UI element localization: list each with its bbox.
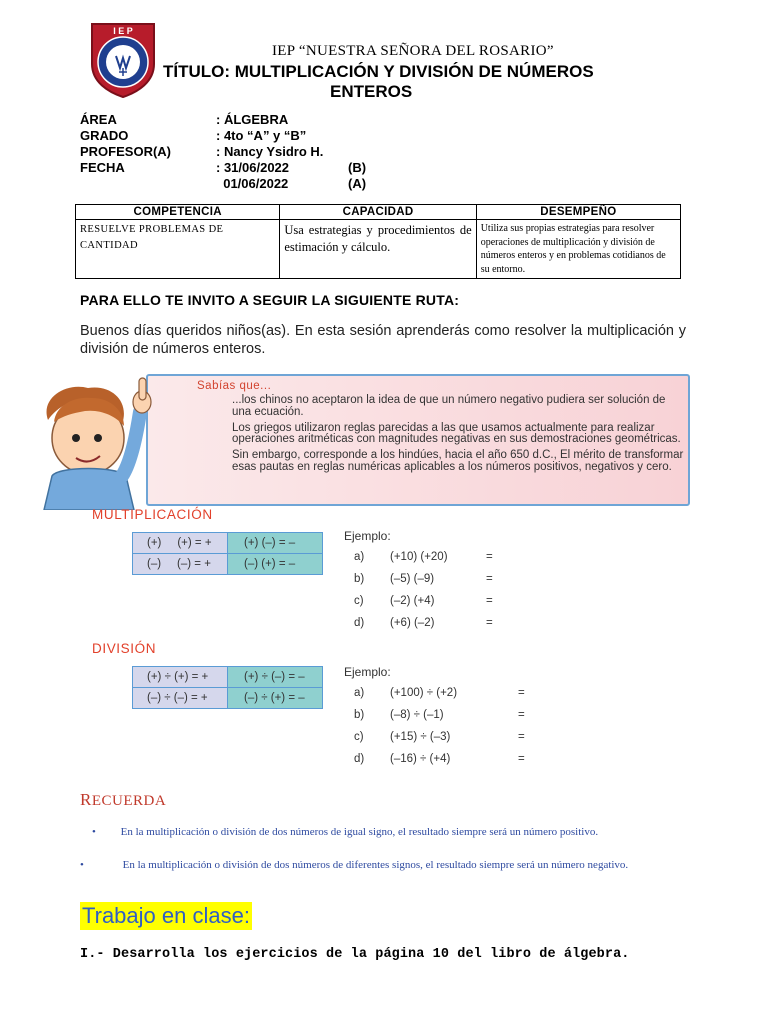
remember-rest: ECUERDA (91, 793, 167, 809)
example-equals: = (518, 709, 525, 721)
example-equals: = (486, 551, 493, 563)
example-equals: = (518, 731, 525, 743)
cell-desempeno: Utiliza sus propias estrategias para resolver operaciones de multiplicación y división de números enteros y en problemas cotidianos de su entorno. (476, 220, 680, 279)
multiplication-rules-table (132, 532, 323, 575)
remember-item-text: En la multiplicación o división de dos números de igual signo, el resultado siempre será un número positivo. (120, 826, 599, 838)
example-letter: b) (354, 709, 365, 721)
example-expression: (+6) (–2) (390, 617, 435, 629)
example-expression: (+10) (+20) (390, 551, 448, 563)
list-item (354, 568, 506, 590)
table-header-row (76, 205, 681, 220)
example-letter: c) (354, 595, 364, 607)
example-equals: = (486, 617, 493, 629)
list-item (354, 704, 538, 726)
example-expression: (+15) ÷ (–3) (390, 731, 451, 743)
example-expression: (–16) ÷ (+4) (390, 753, 451, 765)
school-crest-logo (86, 20, 160, 98)
table-row (133, 533, 323, 554)
example-letter: d) (354, 617, 365, 629)
did-you-know-paragraph: Sin embargo, corresponde a los hindúes, hacia el año 650 d.C., El mérito de transformar esas pautas en reglas numéricas aplicables a los números positivos, negativos y cero. (232, 449, 684, 473)
info-value: : 31/06/2022 (216, 160, 290, 175)
remember-item (80, 857, 686, 874)
info-value: : Nancy Ysidro H. (216, 144, 324, 159)
did-you-know-title: Sabías que... (197, 380, 272, 392)
info-key: ÁREA (80, 112, 117, 127)
info-key: PROFESOR(A) (80, 144, 171, 159)
example-expression: (+100) ÷ (+2) (390, 687, 458, 699)
boy-pointing-illustration (26, 368, 186, 510)
rule-cell: (–) ÷ (–) = + (133, 688, 228, 709)
remember-item-text: En la multiplicación o división de dos números de diferentes signos, el resultado siempre será un número negativo. (122, 859, 629, 871)
example-letter: b) (354, 573, 365, 585)
info-value: : ÁLGEBRA (216, 112, 289, 127)
list-item (354, 612, 506, 634)
did-you-know-text (232, 395, 684, 478)
rule-cell: (+) (+) = + (133, 533, 228, 554)
info-row-area (80, 112, 408, 128)
svg-text:I E P: I E P (113, 26, 133, 36)
example-letter: d) (354, 753, 365, 765)
table-row (133, 688, 323, 709)
exercise-instruction: I.- Desarrolla los ejercicios de la página 10 del libro de álgebra. (80, 947, 630, 962)
info-extra: (A) (348, 176, 367, 191)
division-rules-table (132, 666, 323, 709)
example-expression: (–8) ÷ (–1) (390, 709, 444, 721)
table-row (133, 667, 323, 688)
list-item (354, 546, 506, 568)
example-expression: (–2) (+4) (390, 595, 435, 607)
rule-cell: (+) (–) = – (228, 533, 323, 554)
cell-competencia: RESUELVE PROBLEMAS DE CANTIDAD (76, 220, 280, 279)
did-you-know-paragraph: ...los chinos no aceptaron la idea de que un número negativo pudiera ser solución de una ecuación. (232, 394, 666, 418)
info-row-fecha-2 (80, 176, 408, 192)
info-row-grado (80, 128, 408, 144)
header-capacidad: CAPACIDAD (280, 205, 476, 220)
rule-cell: (+) ÷ (–) = – (228, 667, 323, 688)
class-work-heading: Trabajo en clase: (82, 903, 250, 928)
multiplication-examples (354, 546, 506, 634)
list-item (354, 590, 506, 612)
list-item (354, 726, 538, 748)
header-desempeno: DESEMPEÑO (476, 205, 680, 220)
intro-paragraph: Buenos días queridos niños(as). En esta sesión aprenderás como resolver la multiplicación y división de números enteros. (80, 323, 686, 357)
bullet-icon: • (80, 859, 84, 871)
info-row-fecha (80, 160, 408, 176)
example-equals: = (486, 573, 493, 585)
example-letter: a) (354, 551, 365, 563)
list-item (354, 682, 538, 704)
table-row (133, 554, 323, 575)
remember-heading (80, 790, 166, 810)
rule-cell: (–) (–) = + (133, 554, 228, 575)
info-row-profesor (80, 144, 408, 160)
info-value: : 4to “A” y “B” (216, 128, 307, 143)
competency-table (75, 204, 681, 279)
multiplication-example-title: Ejemplo: (344, 529, 391, 543)
division-examples (354, 682, 538, 770)
division-example-title: Ejemplo: (344, 665, 391, 679)
cell-capacidad: Usa estrategias y procedimientos de estimación y cálculo. (280, 220, 476, 279)
multiplication-heading: MULTIPLICACIÓN (92, 507, 213, 522)
list-item (354, 748, 538, 770)
info-value: 01/06/2022 (216, 176, 289, 191)
info-key: GRADO (80, 128, 129, 143)
rule-cell: (–) ÷ (+) = – (228, 688, 323, 709)
course-info (80, 112, 408, 192)
info-key (80, 176, 216, 192)
info-extra: (B) (348, 160, 367, 175)
route-heading: PARA ELLO TE INVITO A SEGUIR LA SIGUIENTE RUTA: (80, 292, 460, 308)
example-letter: c) (354, 731, 364, 743)
remember-initial: R (80, 790, 92, 809)
example-equals: = (486, 595, 493, 607)
page-title-line1: TÍTULO: MULTIPLICACIÓN Y DIVISIÓN DE NÚMEROS (163, 62, 594, 81)
example-equals: = (518, 753, 525, 765)
division-heading: DIVISIÓN (92, 641, 157, 656)
example-letter: a) (354, 687, 365, 699)
example-equals: = (518, 687, 525, 699)
rule-cell: (–) (+) = – (228, 554, 323, 575)
school-name: IEP “NUESTRA SEÑORA DEL ROSARIO” (272, 43, 554, 59)
info-key: FECHA (80, 160, 125, 175)
did-you-know-paragraph: Los griegos utilizaron reglas parecidas a las que usamos actualmente para realizar operaciones aritméticas con magnitudes negativas en sus demostraciones geométricas. (232, 421, 681, 446)
page-title-line2: ENTEROS (330, 82, 413, 101)
example-expression: (–5) (–9) (390, 573, 435, 585)
header-competencia: COMPETENCIA (76, 205, 280, 220)
bullet-icon: • (92, 826, 96, 838)
remember-item (92, 826, 692, 838)
rule-cell: (+) ÷ (+) = + (133, 667, 228, 688)
table-row (76, 220, 681, 279)
